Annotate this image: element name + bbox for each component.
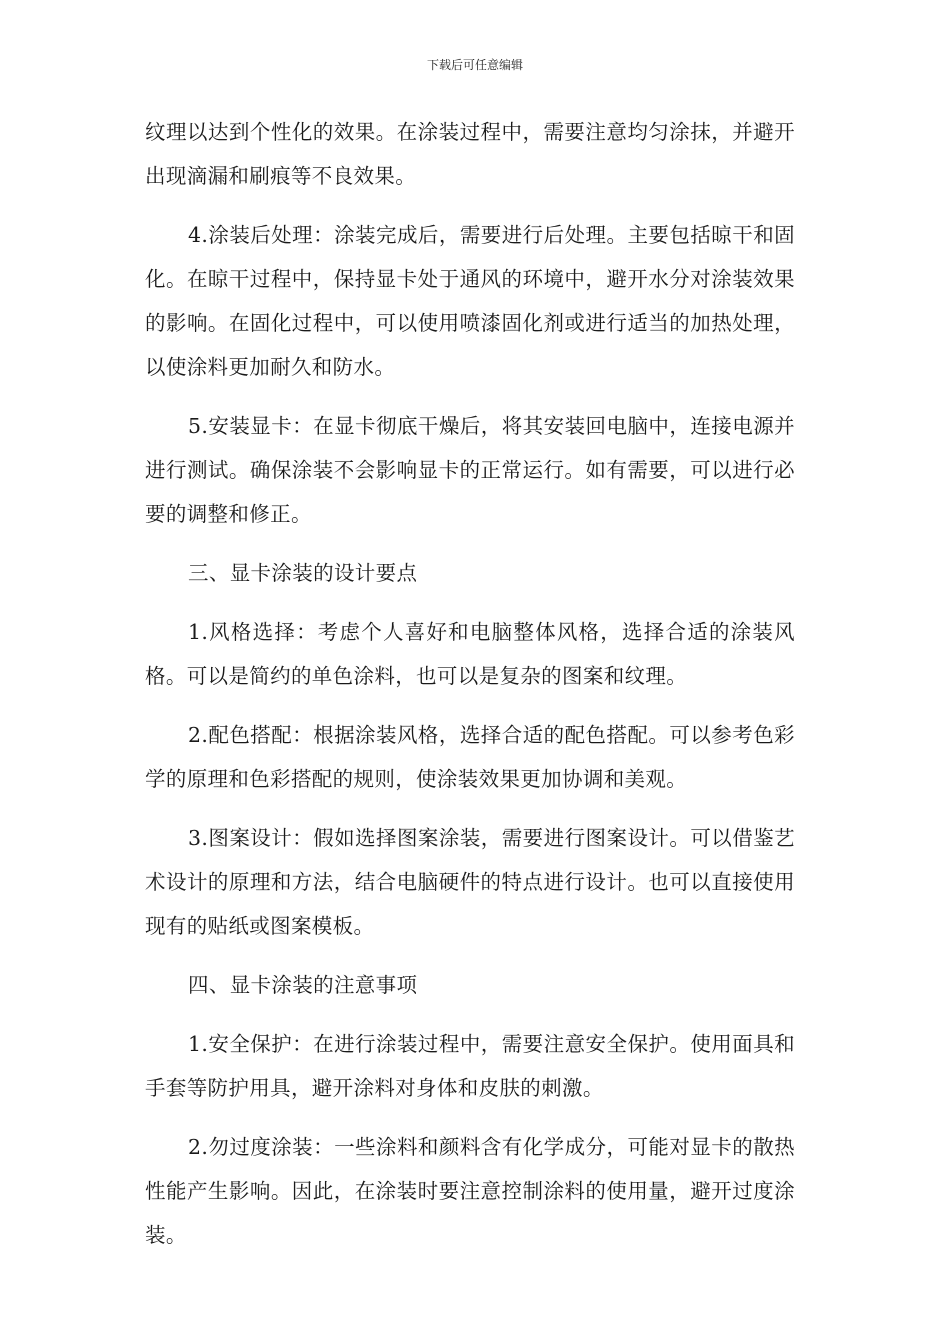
paragraph-continuation: 纹理以达到个性化的效果。在涂装过程中，需要注意均匀涂抹，并避开出现滴漏和刷痕等不良效果。 xyxy=(145,120,795,188)
paragraph-no-overcoating: 2.勿过度涂装：一些涂料和颜料含有化学成分，可能对显卡的散热性能产生影响。因此，在涂装时要注意控制涂料的使用量，避开过度涂装。 xyxy=(145,1135,795,1247)
paragraph-step-5: 5.安装显卡：在显卡彻底干燥后，将其安装回电脑中，连接电源并进行测试。确保涂装不会影响显卡的正常运行。如有需要，可以进行必要的调整和修正。 xyxy=(145,414,795,526)
paragraph-safety: 1.安全保护：在进行涂装过程中，需要注意安全保护。使用面具和手套等防护用具，避开涂料对身体和皮肤的刺激。 xyxy=(145,1032,795,1100)
paragraph-step-4: 4.涂装后处理：涂装完成后，需要进行后处理。主要包括晾干和固化。在晾干过程中，保持显卡处于通风的环境中，避开水分对涂装效果的影响。在固化过程中，可以使用喷漆固化剂或进行适当的加热处理，以使涂料更加耐久和防水。 xyxy=(145,223,795,379)
paragraph-pattern-design: 3.图案设计：假如选择图案涂装，需要进行图案设计。可以借鉴艺术设计的原理和方法，结合电脑硬件的特点进行设计。也可以直接使用现有的贴纸或图案模板。 xyxy=(145,826,795,938)
section-heading-design-points: 三、显卡涂装的设计要点 xyxy=(188,561,418,585)
paragraph-color-matching: 2.配色搭配：根据涂装风格，选择合适的配色搭配。可以参考色彩学的原理和色彩搭配的规则，使涂装效果更加协调和美观。 xyxy=(145,723,795,791)
section-heading-precautions: 四、显卡涂装的注意事项 xyxy=(188,973,418,997)
page-header: 下载后可任意编辑 xyxy=(426,58,523,72)
paragraph-style-choice: 1.风格选择：考虑个人喜好和电脑整体风格，选择合适的涂装风格。可以是简约的单色涂料，也可以是复杂的图案和纹理。 xyxy=(145,620,795,688)
document-body xyxy=(145,110,795,1272)
